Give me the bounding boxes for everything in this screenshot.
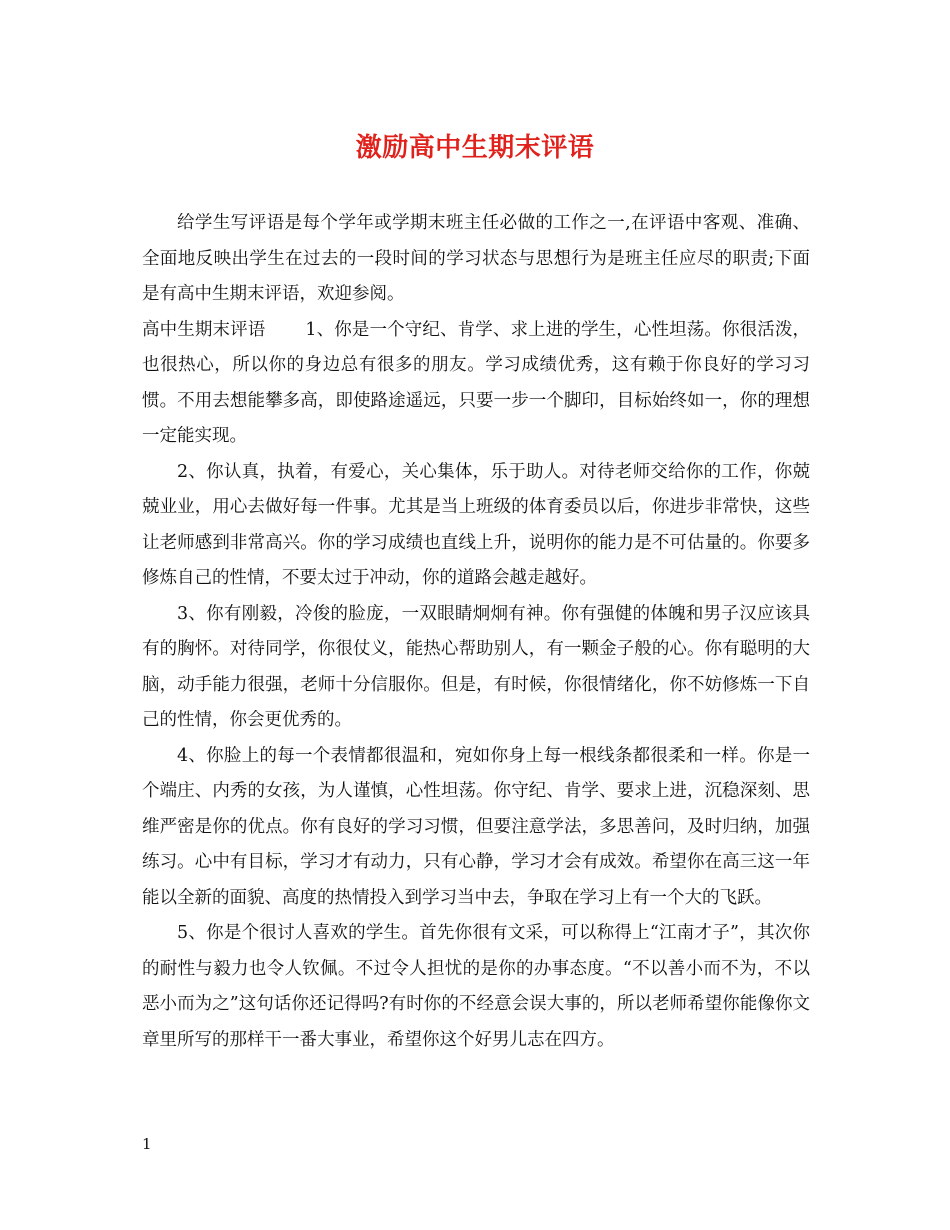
- comment-paragraph-2: 2、你认真，执着，有爱心，关心集体，乐于助人。对待老师交给你的工作，你兢兢业业，用心去做好每一件事。尤其是当上班级的体育委员以后，你进步非常快，这些让老师感到非常高兴。你的学习成绩也直线上升，说明你的能力是不可估量的。你要多修炼自己的性情，不要太过于冲动，你的道路会越走越好。: [142, 461, 810, 588]
- intro-paragraph: 给学生写评语是每个学年或学期末班主任必做的工作之一,在评语中客观、准确、全面地反映出学生在过去的一段时间的学习状态与思想行为是班主任应尽的职责;下面是有高中生期末评语，欢迎参阅。: [142, 213, 810, 304]
- document-title: 激励高中生期末评语: [355, 133, 595, 163]
- comment-paragraph-4: 4、你脸上的每一个表情都很温和，宛如你身上每一根线条都很柔和一样。你是一个端庄、内秀的女孩，为人谨慎，心性坦荡。你守纪、肯学、要求上进，沉稳深刻、思维严密是你的优点。你有良好的学习习惯，但要注意学法，多思善问，及时归纳，加强练习。心中有目标，学习才有动力，只有心静，学习才会有成效。希望你在高三这一年能以全新的面貌、高度的热情投入到学习当中去，争取在学习上有一个大的飞跃。: [142, 745, 810, 908]
- page-number: 1: [142, 1135, 152, 1153]
- comment-paragraph-3: 3、你有刚毅，冷俊的脸庞，一双眼睛炯炯有神。你有强健的体魄和男子汉应该具有的胸怀。对待同学，你很仗义，能热心帮助别人，有一颗金子般的心。你有聪明的大脑，动手能力很强，老师十分信服你。但是，有时候，你很情绪化，你不妨修炼一下自己的性情，你会更优秀的。: [142, 603, 810, 730]
- document-body: [142, 206, 810, 1058]
- comment-paragraph-1: [142, 313, 810, 455]
- comment-paragraph-5: 5、你是个很讨人喜欢的学生。首先你很有文采，可以称得上“江南才子”，其次你的耐性与毅力也令人钦佩。不过令人担忧的是你的办事态度。“不以善小而不为，不以恶小而为之”这句话你还记得吗?有时你的不经意会误大事的，所以老师希望你能像你文章里所写的那样干一番大事业，希望你这个好男儿志在四方。: [142, 923, 810, 1050]
- section-heading: 高中生期末评语: [142, 319, 266, 340]
- comment-1: 1、你是一个守纪、肯学、求上进的学生，心性坦荡。你很活泼，也很热心，所以你的身边总有很多的朋友。学习成绩优秀，这有赖于你良好的学习习惯。不用去想能攀多高，即使路途遥远，只要一步一个脚印，目标始终如一，你的理想一定能实现。: [142, 319, 810, 446]
